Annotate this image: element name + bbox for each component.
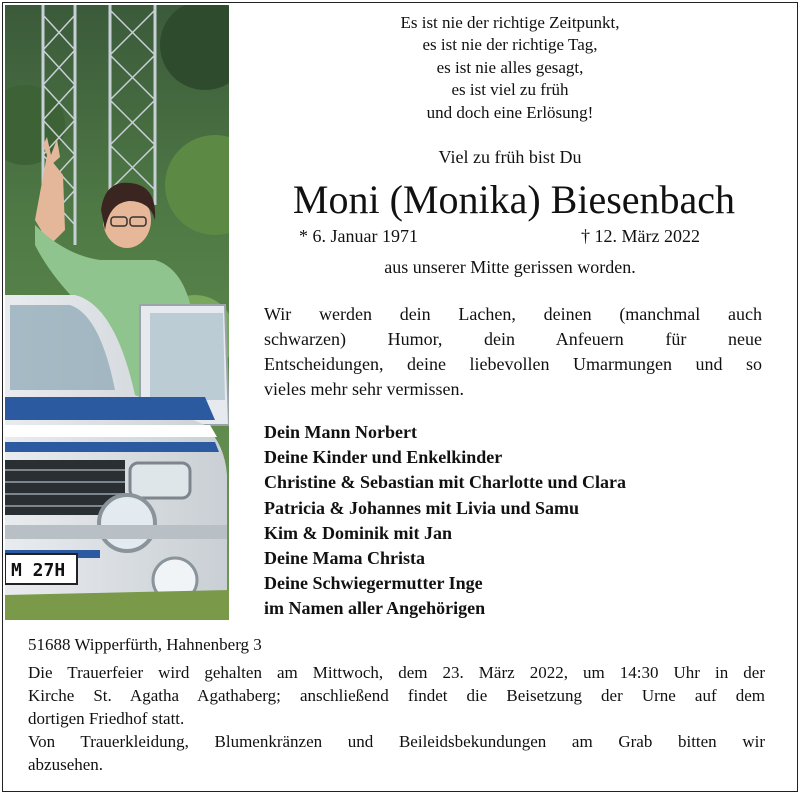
poem-line: es ist nie alles gesagt,	[436, 57, 584, 77]
notice-line: Kirche St. Agatha Agathaberg; anschließend findet die Beisetzung der Urne auf dem	[28, 686, 765, 705]
poem-line: und doch eine Erlösung!	[426, 102, 594, 122]
mourner-line: Kim & Dominik mit Jan	[264, 522, 453, 543]
notice-line: abzusehen.	[28, 755, 104, 774]
tribute-line: schwarzen) Humor, dein Anfeuern für neue	[264, 329, 762, 349]
tribute-line: Wir werden dein Lachen, deinen (manchmal auch	[264, 304, 762, 324]
mourner-line: im Namen aller Angehörigen	[264, 598, 486, 619]
outro-text: aus unserer Mitte gerissen worden.	[384, 257, 636, 277]
intro-text: Viel zu früh bist Du	[438, 147, 582, 167]
poem-line: Es ist nie der richtige Zeitpunkt,	[400, 13, 620, 32]
death-date: † 12. März 2022	[581, 226, 700, 246]
poem-line: es ist viel zu früh	[451, 80, 569, 100]
mourner-line: Christine & Sebastian mit Charlotte und Clara	[264, 472, 627, 493]
tribute-line: vieles mehr sehr vermissen.	[264, 379, 464, 399]
mourner-line: Deine Kinder und Enkelkinder	[264, 447, 503, 468]
notice-line: dortigen Friedhof statt.	[28, 709, 185, 728]
address: 51688 Wipperfürth, Hahnenberg 3	[28, 635, 262, 654]
mourner-line: Dein Mann Norbert	[264, 422, 417, 442]
poem-line: es ist nie der richtige Tag,	[422, 35, 598, 55]
deceased-name: Moni (Monika) Biesenbach	[292, 177, 736, 222]
birth-date: * 6. Januar 1971	[299, 226, 418, 246]
mourners-list	[264, 420, 626, 622]
notice-line: Die Trauerfeier wird gehalten am Mittwoch, dem 23. März 2022, um 14:30 Uhr in der	[28, 663, 765, 682]
tribute-paragraph	[264, 302, 762, 402]
mourner-line: Deine Schwiegermutter Inge	[264, 573, 483, 594]
license-plate-text: M 27H	[11, 560, 66, 581]
mourner-line: Patricia & Johannes mit Livia und Samu	[264, 497, 580, 518]
portrait-photo	[5, 5, 229, 620]
tribute-line: Entscheidungen, deine liebevollen Umarmungen und so	[264, 354, 762, 374]
notice-line: Von Trauerkleidung, Blumenkränzen und Beileidsbekundungen am Grab bitten wir	[28, 732, 765, 751]
funeral-notice	[28, 661, 765, 776]
mourner-line: Deine Mama Christa	[264, 548, 425, 569]
poem	[300, 12, 720, 124]
